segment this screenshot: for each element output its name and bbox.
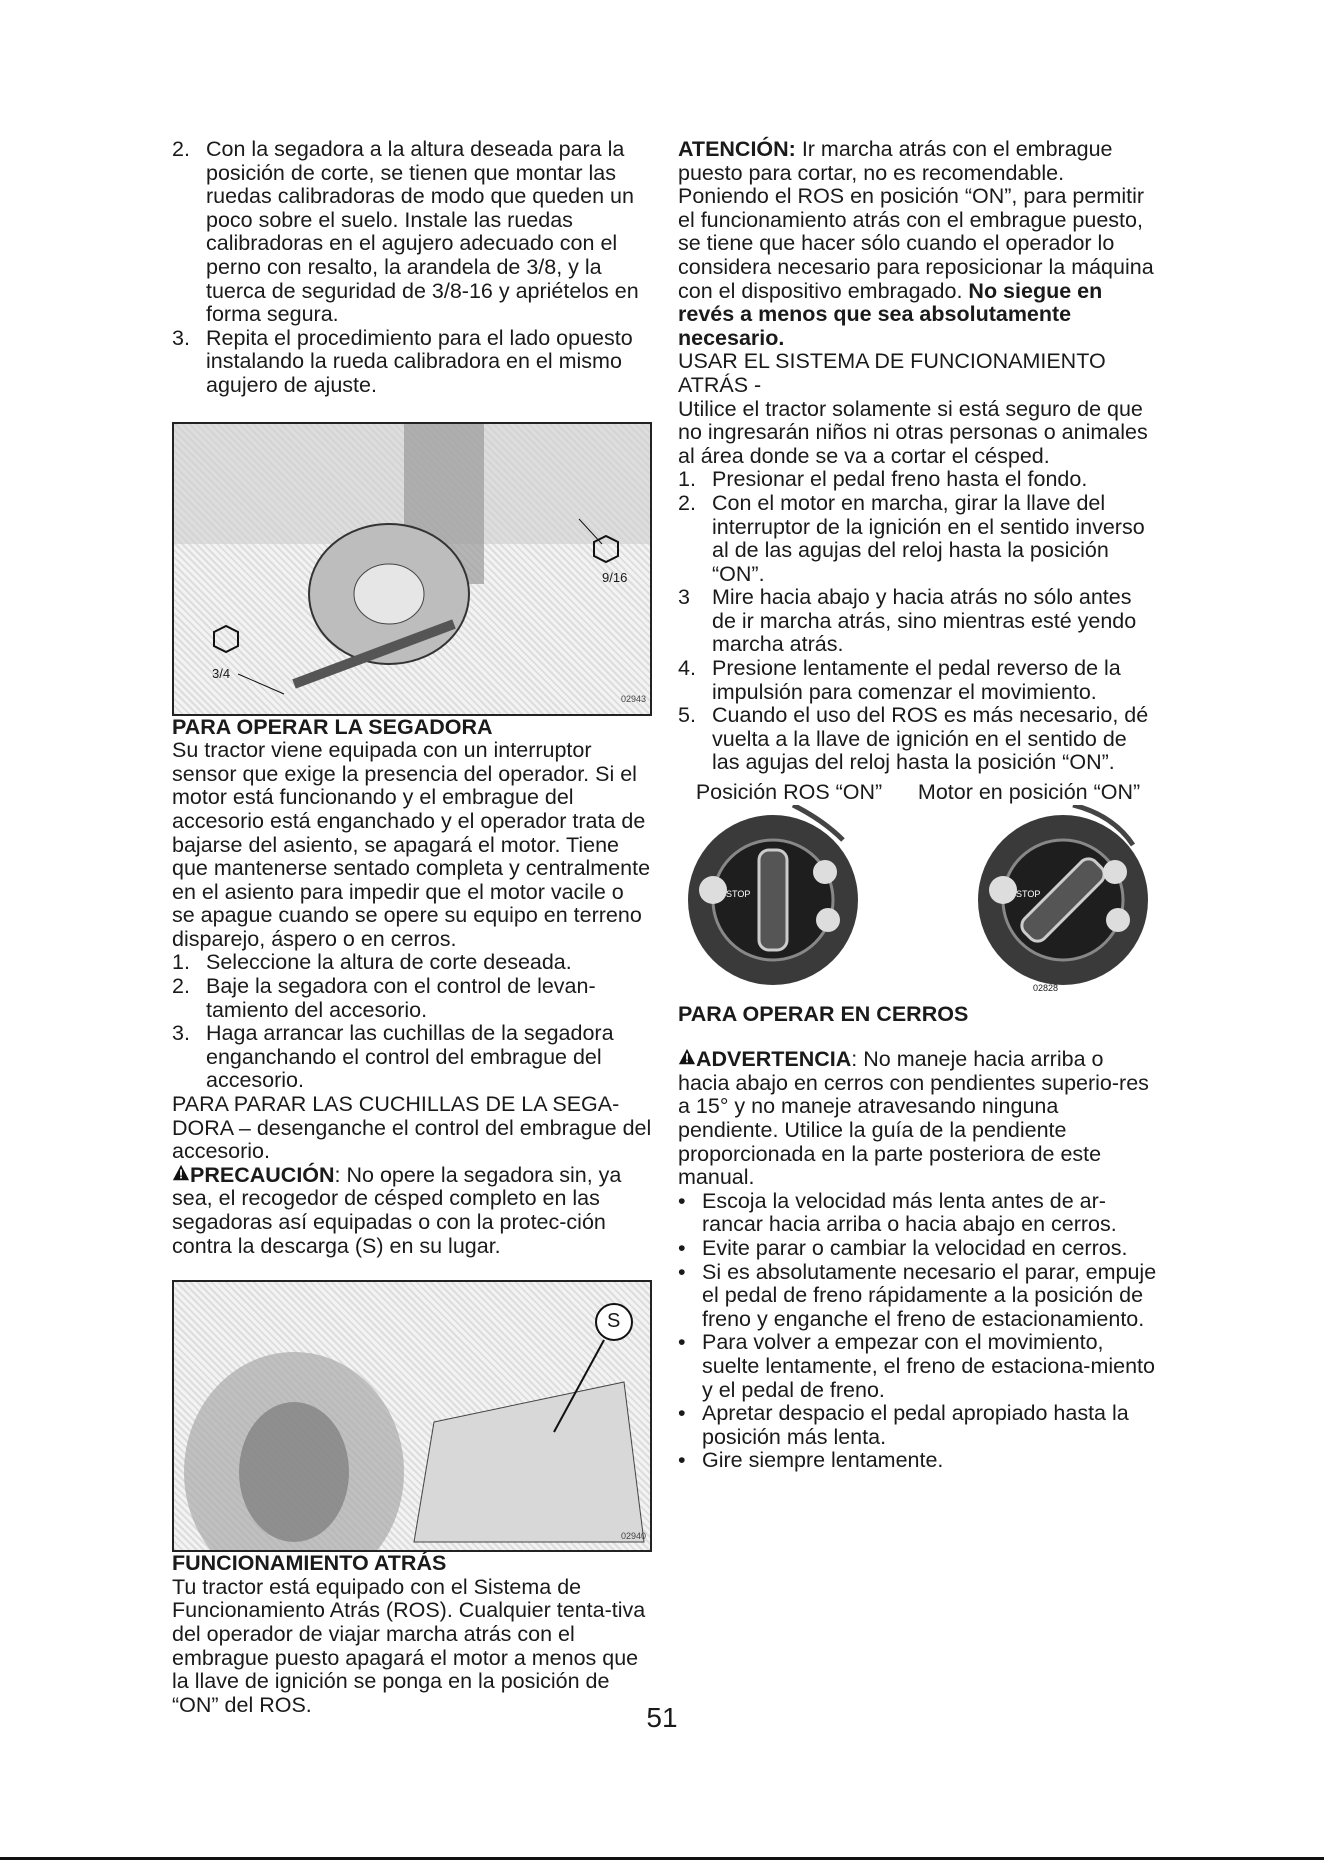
left-column (172, 138, 652, 1717)
section-heading: FUNCIONAMIENTO ATRÁS (172, 1551, 447, 1576)
stop-label: STOP (1016, 888, 1041, 899)
bottom-rule (0, 1857, 1324, 1860)
discharge-illustration (174, 1282, 650, 1550)
bolt-size-label: 9/16 (602, 569, 628, 585)
right-column (678, 138, 1158, 1473)
discharge-figure (172, 1280, 652, 1552)
list-item: 2. Con el motor en marcha, girar la llave del interruptor de la ignición en el sentido inverso al de las agujas del reloj hasta la posición “ON”. (678, 490, 1145, 586)
list-item: • Gire siempre lentamente. (678, 1448, 944, 1473)
paragraph: PARA PARAR LAS CUCHILLAS DE LA SEGA-DORA – desenganche el control del embrague del accesorio. (172, 1092, 652, 1164)
list-item: • Para volver a empezar con el movimiento, suelte lentamente, el freno de estaciona-miento y el pedal de freno. (678, 1330, 1155, 1402)
hill-bullets (678, 1190, 1158, 1473)
list-item: • Apretar despacio el pedal apropiado hasta la posición más lenta. (678, 1401, 1129, 1449)
ignition-key-figure (678, 805, 1158, 995)
discharge-label: S (607, 1310, 621, 1333)
warning-icon (678, 1048, 696, 1066)
list-item: 3. Repita el procedimiento para el lado opuesto instalando la rueda calibradora en el mismo agujero de ajuste. (172, 325, 633, 397)
reverse-steps (678, 468, 1158, 775)
caution-paragraph: PRECAUCIÓN: No opere la segadora sin, ya sea, el recogedor de césped completo en las segadoras así equipadas o con la protec-ción contra la descarga (S) en su lugar. (172, 1162, 622, 1258)
warning-icon (172, 1164, 190, 1182)
list-item: 4. Presione lentamente el pedal reverso de la impulsión para comenzar el movimiento. (678, 656, 1121, 704)
list-item: 1. Seleccione la altura de corte deseada. (172, 950, 572, 975)
section-heading: PARA OPERAR EN CERROS (678, 1001, 969, 1026)
bolt-size-label: 3/4 (212, 665, 231, 681)
gauge-wheel-illustration (174, 424, 650, 714)
key-caption: Motor en posición “ON” (917, 780, 1141, 805)
operate-steps (172, 951, 652, 1093)
list-item: 2. Con la segadora a la altura deseada para la posición de corte, se tienen que montar las ruedas calibradoras de modo que queden un poco sobre el suelo. Instale las ruedas calibradoras en el agujero adecuado con el perno con resalto, la arandela de 3/8, y la tuerca de seguridad de 3/8-16 y apriételos en forma segura. (172, 137, 639, 327)
section-heading: PARA OPERAR LA SEGADORA (172, 714, 493, 739)
list-item: 3 Mire hacia abajo y hacia atrás no sólo antes de ir marcha atrás, sino mientras esté yendo marcha atrás. (678, 585, 1137, 657)
attention-paragraph: ATENCIÓN: Ir marcha atrás con el embrague puesto para cortar, no es recomendable. Poniendo el ROS en posición “ON”, para permitir el funcionamiento atrás con el embrague puesto, se tiene que hacer sólo cuando el operador lo considera necesario para reposicionar la máquina con el dispositivo embragado. No siegue en revés a menos que sea absolutamente necesario. (678, 137, 1154, 350)
figure-code: 02943 (620, 693, 646, 704)
list-item: • Escoja la velocidad más lenta antes de ar-rancar hacia arriba o hacia abajo en cerros. (678, 1188, 1117, 1237)
figure-code: 02940 (620, 1530, 646, 1541)
paragraph: Tu tractor está equipado con el Sistema de Funcionamiento Atrás (ROS). Cualquier tenta-tiva del operador de viajar marcha atrás con el embrague puesto apagará el motor a menos que la llave de ignición se ponga en la posición de “ON” del ROS. (172, 1574, 646, 1717)
list-item: 5. Cuando el uso del ROS es más necesario, dé vuelta a la llave de ignición en el sentido de las agujas del reloj hasta la posición “ON”. (678, 703, 1149, 775)
gauge-wheel-figure (172, 422, 652, 716)
paragraph: Su tractor viene equipada con un interruptor sensor que exige la presencia del operador. Si el motor está funcionando y el embrague del accesorio está enganchado y el operador trata de bajarse del asiento, se apagará el motor. Tiene que mantenerse sentado completa y centralmente en el asiento para impedir que el motor vacile o se apague cuando se opere su equipo en terreno disparejo, áspero o en cerros. (172, 738, 651, 951)
figure-code: 02828 (1033, 982, 1059, 993)
paragraph: Utilice el tractor solamente si está seguro de que no ingresarán niños ni otras personas o animales al área donde se va a cortar el césped. (678, 396, 1148, 468)
list-item: • Si es absolutamente necesario el parar, empuje el pedal de freno rápidamente a la posición de freno y enganche el freno de estacionamiento. (678, 1259, 1157, 1331)
section-heading: USAR EL SISTEMA DE FUNCIONAMIENTO ATRÁS - (678, 349, 1106, 397)
list-item: 2. Baje la segadora con el control de levan-tamiento del accesorio. (172, 974, 596, 1022)
page-number: 51 (646, 1702, 678, 1733)
list-item: 1. Presionar el pedal freno hasta el fondo. (678, 467, 1088, 492)
key-caption: Posición ROS “ON” (695, 780, 883, 805)
warning-paragraph: ADVERTENCIA: No maneje hacia arriba o hacia abajo en cerros con pendientes superio-res a 15° y no maneje atravesando ninguna pendiente. Utilice la guía de la pendiente proporcionada en la parte posteriora de este manual. (678, 1047, 1149, 1190)
list-item: 3. Haga arrancar las cuchillas de la segadora enganchando el control del embrague del accesorio. (172, 1021, 614, 1093)
list-item: • Evite parar o cambiar la velocidad en cerros. (678, 1235, 1128, 1260)
stop-label: STOP (726, 888, 751, 899)
install-steps (172, 138, 652, 398)
key-captions (678, 781, 1158, 805)
